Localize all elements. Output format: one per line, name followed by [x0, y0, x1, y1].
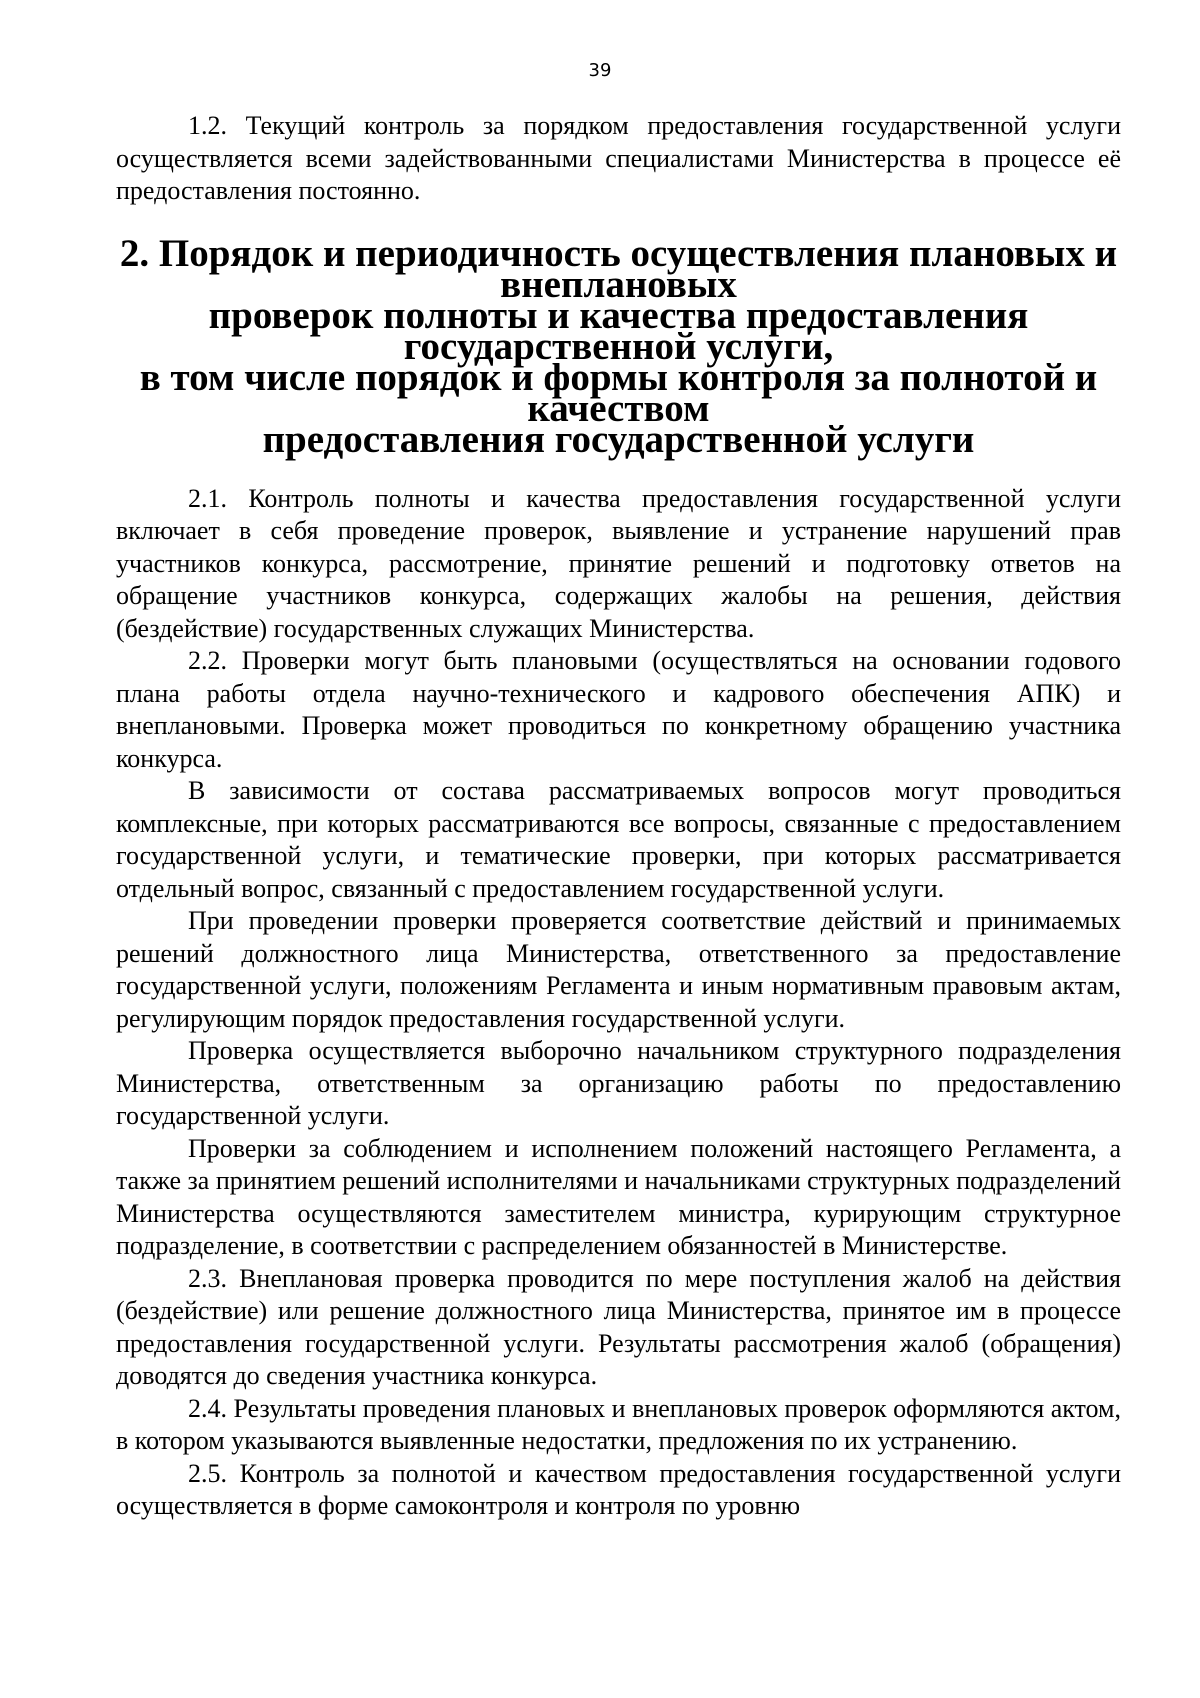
- paragraph-check-types: В зависимости от состава рассматриваемых вопросов могут проводиться комплексные, при которых рассматриваются все вопросы, связанные с предоставлением государственной услуги, и тематические проверки, при которых рассматривается отдельный вопрос, связанный с предоставлением государственной услуги.: [116, 776, 1121, 903]
- section-heading-line: 2. Порядок и периодичность осуществления плановых и внеплановых: [119, 231, 1118, 306]
- section-heading-line: проверок полноты и качества предоставления государственной услуги,: [208, 293, 1029, 368]
- section-heading: [116, 231, 1121, 461]
- paragraph-check-deputy: Проверки за соблюдением и исполнением положений настоящего Регламента, а также за принятием решений исполнителями и начальниками структурных подразделений Министерства осуществляются заместителем министра, курирующим структурное подразделение, в соответствии с распределением обязанностей в Министерстве.: [116, 1133, 1121, 1260]
- paragraph-2-5: 2.5. Контроль за полнотой и качеством предоставления государственной услуги осуществляется в форме самоконтроля и контроля по уровню: [116, 1458, 1121, 1520]
- paragraph-check-selective: Проверка осуществляется выборочно начальником структурного подразделения Министерства, ответственным за организацию работы по предоставлению государственной услуги.: [116, 1036, 1121, 1130]
- paragraph-1-2: 1.2. Текущий контроль за порядком предоставления государственной услуги осуществляется всеми задействованными специалистами Министерства в процессе её предоставления постоянно.: [116, 111, 1121, 205]
- paragraph-check-scope: При проведении проверки проверяется соответствие действий и принимаемых решений должностного лица Министерства, ответственного за предоставление государственной услуги, положениям Регламента и иным нормативным правовым актам, регулирующим порядок предоставления государственной услуги.: [116, 906, 1121, 1033]
- section-heading-line: в том числе порядок и формы контроля за полнотой и качеством: [139, 355, 1098, 430]
- paragraph-2-1: 2.1. Контроль полноты и качества предоставления государственной услуги включает в себя проведение проверок, выявление и устранение нарушений прав участников конкурса, рассмотрение, принятие решений и подготовку ответов на обращение участников конкурса, содержащих жалобы на решения, действия (бездействие) государственных служащих Министерства.: [116, 483, 1121, 643]
- paragraph-2-4: 2.4. Результаты проведения плановых и внеплановых проверок оформляются актом, в котором указываются выявленные недостатки, предложения по их устранению.: [116, 1393, 1122, 1455]
- page-number: 39: [588, 60, 612, 81]
- paragraph-2-3: 2.3. Внеплановая проверка проводится по мере поступления жалоб на действия (бездействие) или решение должностного лица Министерства, принятое им в процессе предоставления государственной услуги. Результаты рассмотрения жалоб (обращения) доводятся до сведения участника конкурса.: [116, 1263, 1121, 1390]
- paragraph-2-2: 2.2. Проверки могут быть плановыми (осуществляться на основании годового плана работы отдела научно-технического и кадрового обеспечения АПК) и внеплановыми. Проверка может проводиться по конкретному обращению участника конкурса.: [116, 646, 1121, 773]
- section-heading-line: предоставления государственной услуги: [262, 417, 975, 461]
- document-body: [116, 110, 1121, 1523]
